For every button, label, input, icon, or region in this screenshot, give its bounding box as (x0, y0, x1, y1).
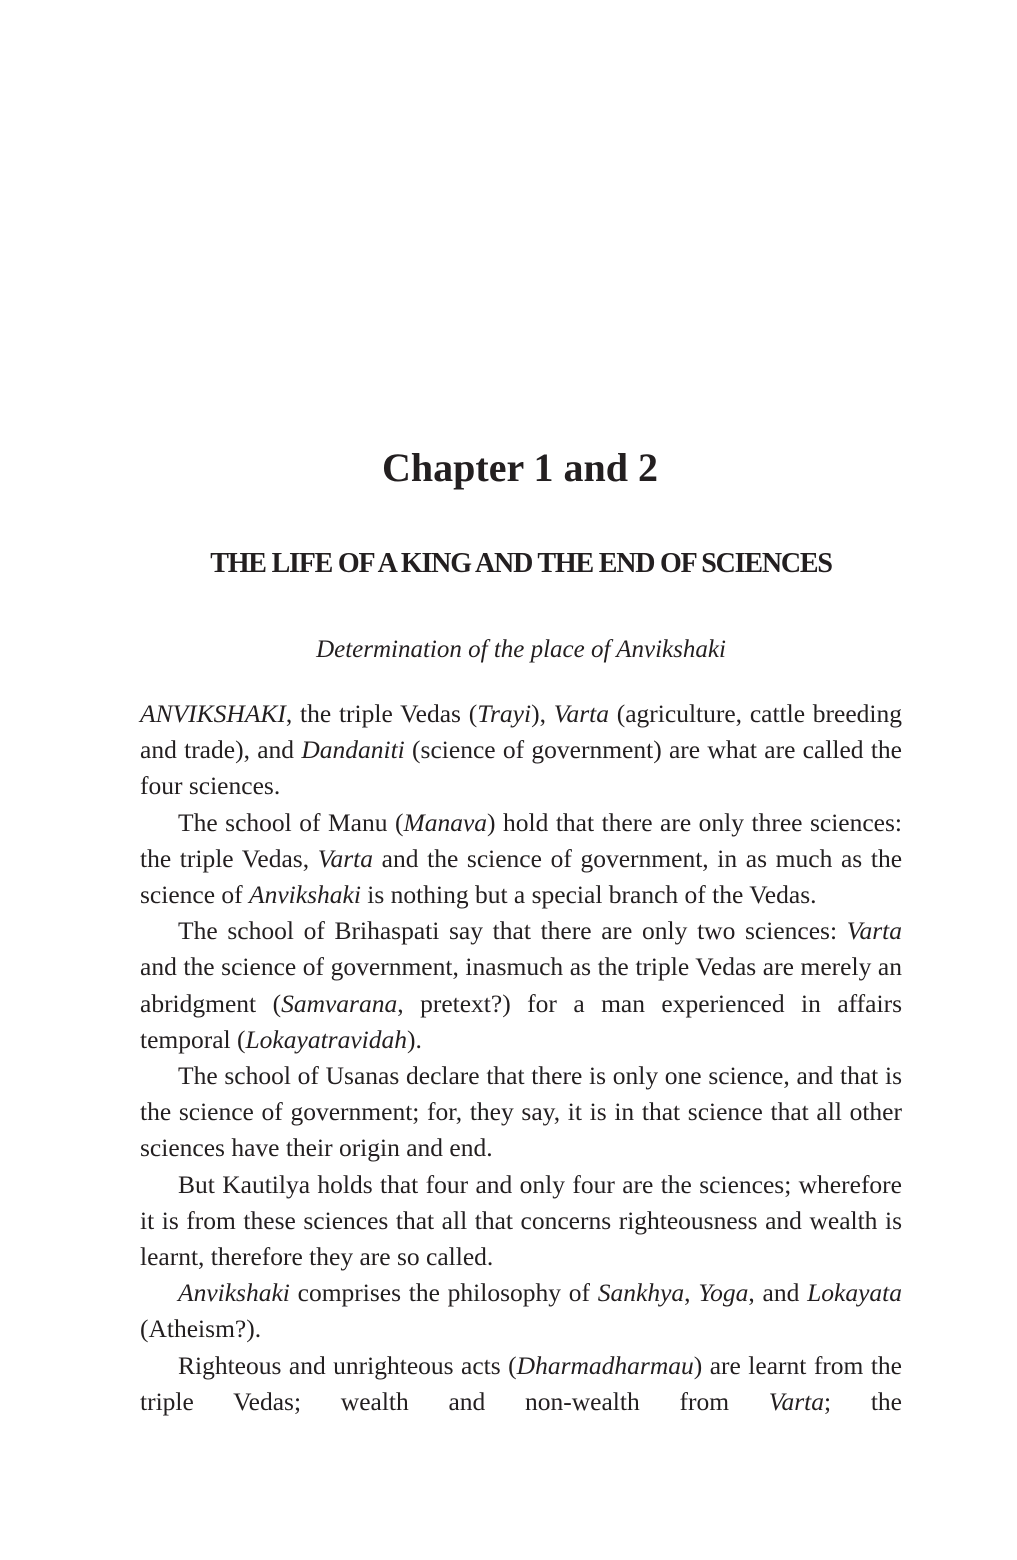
text-run: , and (748, 1278, 808, 1308)
paragraph (140, 1167, 902, 1276)
italic-term: Varta (846, 916, 902, 946)
text-run: (science of government) are what are called the four sciences. (140, 735, 902, 801)
text-run: The school of Brihaspati say that there are only two sciences: (178, 916, 847, 946)
italic-term: Manava (403, 807, 488, 837)
text-run: and the science of government, in as much as the science of (140, 843, 903, 910)
paragraph (140, 1348, 902, 1420)
text-run: The school of Usanas declare that there is only one science, and that is the science of government; for, they say, it is in that science that all other sciences have their origin and end. (140, 1061, 902, 1163)
italic-term: ANVIKSHAKI (140, 699, 286, 728)
italic-term: Lokayatravidah (245, 1024, 407, 1054)
text-run: (agriculture, cattle breeding and trade), and (140, 699, 902, 765)
text-run: ) hold that there are only three sciences: the triple Vedas, (140, 807, 902, 873)
text-run: is nothing but a special branch of the Vedas. (360, 880, 817, 910)
italic-term: Yoga (698, 1278, 749, 1308)
italic-term: Trayi (477, 699, 532, 728)
text-run: comprises the philosophy of (289, 1278, 598, 1308)
text-run: , pretext?) for a man experienced in affairs temporal ( (140, 988, 902, 1054)
italic-term: Varta (768, 1386, 825, 1416)
text-run: and the science of government, inasmuch as the triple Vedas are merely an abridgment ( (140, 952, 902, 1018)
paragraph (140, 1058, 902, 1167)
text-run: ) are learnt from the triple Vedas; wealth and non-wealth from (140, 1350, 903, 1416)
italic-term: Dandaniti (301, 735, 405, 765)
paragraph (140, 696, 902, 805)
text-run: Righteous and unrighteous acts ( (178, 1350, 517, 1380)
text-run: ; the (824, 1386, 902, 1416)
paragraph (140, 913, 902, 1058)
text-run: The school of Manu ( (178, 807, 404, 837)
text-run: , (684, 1278, 699, 1308)
paragraph (140, 1275, 902, 1347)
section-heading: THE LIFE OF A KING AND THE END OF SCIENCES (210, 548, 832, 579)
italic-term: Varta (553, 699, 609, 728)
paragraph (140, 805, 902, 914)
text-run: ). (406, 1024, 422, 1054)
italic-term: Dharmadharmau (516, 1350, 694, 1380)
italic-term: Anvikshaki (249, 880, 361, 910)
text-run: But Kautilya holds that four and only four are the sciences; wherefore it is from these sciences that all that concerns righteousness and wealth is learnt, therefore they are so called. (140, 1169, 902, 1272)
text-run: , the triple Vedas ( (285, 699, 478, 728)
text-run: (Atheism?). (140, 1314, 262, 1344)
chapter-title: Chapter 1 and 2 (382, 445, 658, 490)
italic-term: Sankhya (597, 1278, 685, 1308)
subheading: Determination of the place of Anvikshaki (316, 636, 726, 663)
italic-term: Varta (317, 843, 373, 873)
body-text (140, 696, 902, 1420)
italic-term: Lokayata (807, 1278, 903, 1308)
italic-term: Samvarana (281, 988, 398, 1018)
text-run: ), (531, 699, 554, 728)
italic-term: Anvikshaki (178, 1278, 290, 1308)
